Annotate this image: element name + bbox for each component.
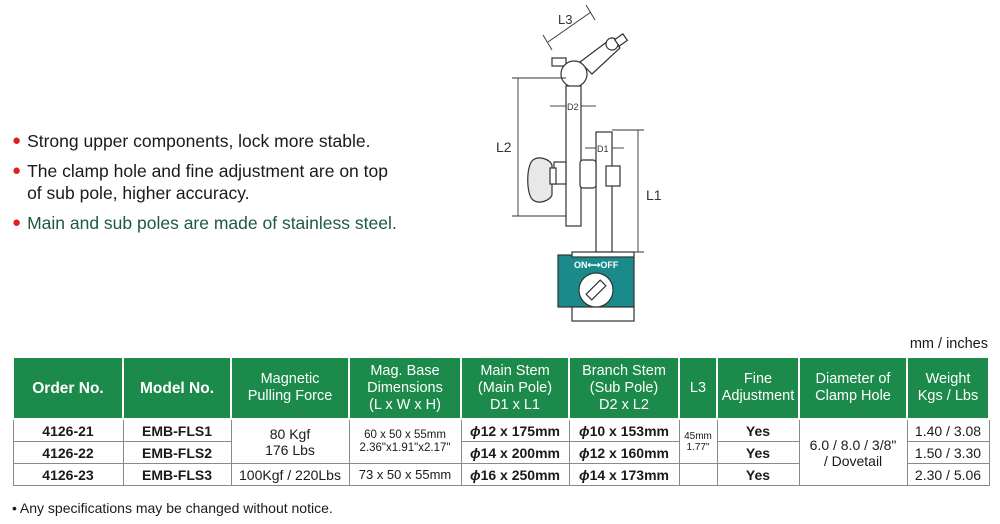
feature-item: [12, 160, 392, 204]
fine-cell: Yes: [717, 464, 799, 486]
feature-text: Strong upper components, lock more stable.: [27, 131, 371, 151]
l2-label: L2: [496, 139, 512, 155]
header-l3: L3: [679, 357, 717, 419]
order-cell: 4126-21: [13, 419, 123, 442]
table-header-row: [13, 357, 989, 419]
bullet-dot-icon: ●: [12, 132, 22, 149]
footnote-text: Any specifications may be changed without notice.: [19, 500, 333, 516]
model-cell: EMB-FLS3: [123, 464, 231, 486]
base-cell: 60 x 50 x 55mm 2.36"x1.91"x2.17": [349, 419, 461, 464]
main-stem-cell: ϕ12 x 175mm: [461, 419, 569, 442]
header-model: Model No.: [123, 357, 231, 419]
main-stem-cell: ϕ16 x 250mm: [461, 464, 569, 486]
on-off-label: ON⟷OFF: [574, 260, 619, 270]
branch-stem-cell: ϕ12 x 160mm: [569, 442, 679, 464]
header-main-stem: Main Stem (Main Pole) D1 x L1: [461, 357, 569, 419]
table-row: [13, 419, 989, 442]
bullet-dot-icon: ●: [12, 162, 22, 179]
fine-cell: Yes: [717, 419, 799, 442]
header-base: Mag. Base Dimensions (L x W x H): [349, 357, 461, 419]
order-cell: 4126-22: [13, 442, 123, 464]
d1-label: D1: [597, 144, 609, 154]
header-fine: Fine Adjustment: [717, 357, 799, 419]
feature-item: [12, 212, 472, 234]
d2-label: D2: [567, 102, 579, 112]
weight-cell: 1.40 / 3.08: [907, 419, 989, 442]
header-weight: Weight Kgs / Lbs: [907, 357, 989, 419]
model-cell: EMB-FLS1: [123, 419, 231, 442]
units-label: mm / inches: [909, 336, 988, 352]
branch-stem-cell: ϕ10 x 153mm: [569, 419, 679, 442]
l3-cell: 45mm 1.77": [679, 419, 717, 464]
branch-stem-cell: ϕ14 x 173mm: [569, 464, 679, 486]
feature-text: The clamp hole and fine adjustment are on top of sub pole, higher accuracy.: [27, 161, 388, 203]
feature-item: [12, 130, 472, 152]
feature-text: Main and sub poles are made of stainless steel.: [27, 213, 397, 233]
spec-table: [12, 356, 990, 486]
fine-cell: Yes: [717, 442, 799, 464]
model-cell: EMB-FLS2: [123, 442, 231, 464]
diameter-cell: 6.0 / 8.0 / 3/8" / Dovetail: [799, 419, 907, 486]
weight-cell: 2.30 / 5.06: [907, 464, 989, 486]
main-stem-cell: ϕ14 x 200mm: [461, 442, 569, 464]
header-force: Magnetic Pulling Force: [231, 357, 349, 419]
footnote: [12, 500, 333, 516]
header-order: Order No.: [13, 357, 123, 419]
header-branch-stem: Branch Stem (Sub Pole) D2 x L2: [569, 357, 679, 419]
footnote-dot-icon: •: [12, 500, 17, 516]
feature-list: [12, 130, 472, 242]
header-diameter: Diameter of Clamp Hole: [799, 357, 907, 419]
magnetic-base-diagram: [488, 0, 698, 330]
l3-cell-empty: [679, 464, 717, 486]
l3-label: L3: [558, 12, 573, 27]
force-cell: 100Kgf / 220Lbs: [231, 464, 349, 486]
weight-cell: 1.50 / 3.30: [907, 442, 989, 464]
l1-label: L1: [646, 187, 662, 203]
order-cell: 4126-23: [13, 464, 123, 486]
bullet-dot-icon: ●: [12, 214, 22, 231]
base-cell: 73 x 50 x 55mm: [349, 464, 461, 486]
force-cell: 80 Kgf 176 Lbs: [231, 419, 349, 464]
